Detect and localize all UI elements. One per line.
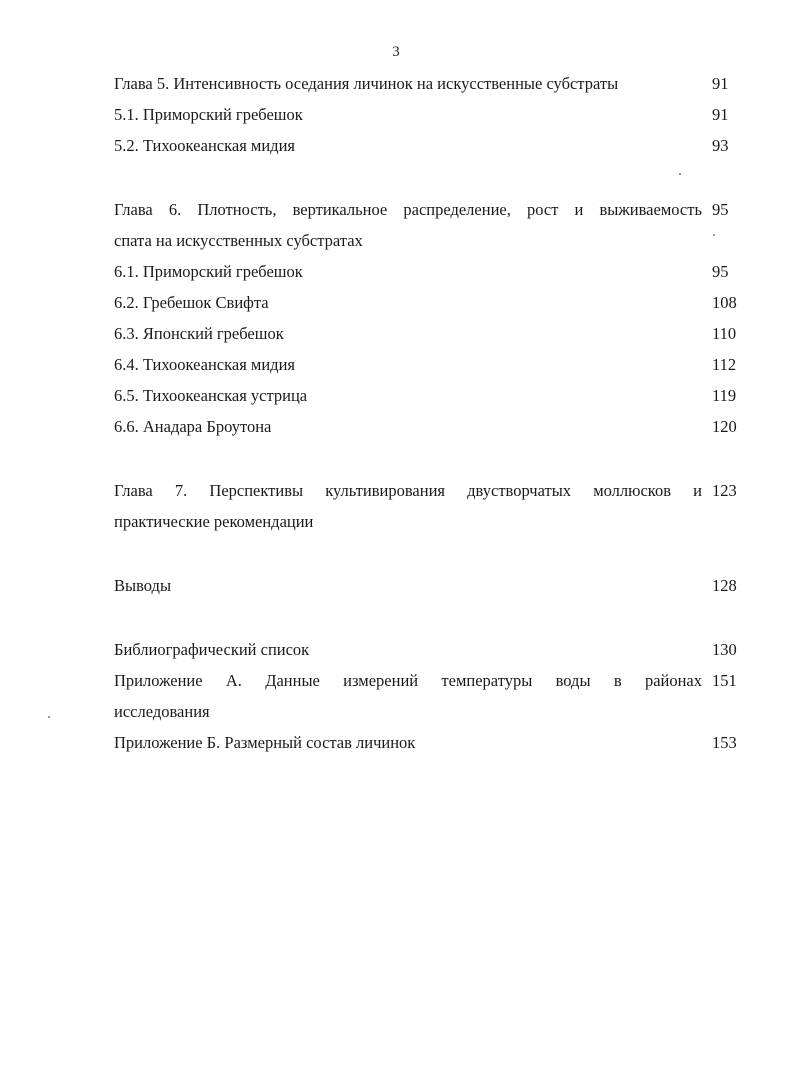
toc-entry-title: 6.2. Гребешок Свифта <box>114 293 269 312</box>
toc-entry-title <box>114 475 712 537</box>
toc-entry-page: 112 <box>712 355 737 374</box>
toc-entry-section-6-5 <box>114 380 740 411</box>
toc-entry-title: Приложение Б. Размерный состав личинок <box>114 733 416 752</box>
toc-entry-title: 6.1. Приморский гребешок <box>114 262 303 281</box>
toc-entry-page: 120 <box>712 417 737 436</box>
toc-entry-title: Глава 5. Интенсивность оседания личинок на искусственные субстраты <box>114 74 619 93</box>
toc-entry-page: 91 <box>712 105 729 124</box>
toc-entry-chapter-7 <box>114 475 740 537</box>
spacer <box>114 537 740 570</box>
toc-entry-page: 108 <box>712 293 737 312</box>
toc-entry-title: Библиографический список <box>114 640 310 659</box>
toc-entry-conclusions <box>114 570 740 601</box>
toc-entry-page: 91 <box>712 74 729 93</box>
toc-entry-section-6-3 <box>114 318 740 349</box>
toc-entry-title: 6.6. Анадара Броутона <box>114 417 272 436</box>
toc-entry-title-line: практические рекомендации <box>114 512 314 531</box>
toc-entry-title <box>114 194 712 256</box>
toc-entry-title-line: Глава 7. Перспективы культивирования двустворчатых моллюсков и <box>114 481 702 500</box>
toc-entry-chapter-6 <box>114 194 740 256</box>
toc-entry-page: 119 <box>712 386 737 405</box>
toc-entry-section-6-1 <box>114 256 740 287</box>
toc-entry-title-line: Приложение А. Данные измерений температуры воды в районах <box>114 671 702 690</box>
table-of-contents <box>114 68 740 758</box>
toc-entry-page: 95 <box>712 262 729 281</box>
toc-entry-page: 151 <box>712 671 737 690</box>
scan-speck <box>48 716 50 718</box>
spacer <box>114 601 740 634</box>
toc-entry-title: 6.5. Тихоокеанская устрица <box>114 386 308 405</box>
toc-entry-title-line: спата на искусственных субстратах <box>114 231 363 250</box>
toc-entry-bibliography <box>114 634 740 665</box>
toc-entry-page: 95 <box>712 200 729 219</box>
toc-entry-appendix-b <box>114 727 740 758</box>
page-number: 3 <box>392 44 400 60</box>
toc-entry-title: 6.3. Японский гребешок <box>114 324 284 343</box>
spacer <box>114 442 740 475</box>
toc-entry-page: 128 <box>712 576 737 595</box>
toc-entry-title-line: исследования <box>114 702 210 721</box>
toc-entry-chapter-5 <box>114 68 740 99</box>
toc-entry-title: 5.2. Тихоокеанская мидия <box>114 136 295 155</box>
toc-entry-page: 123 <box>712 481 737 500</box>
toc-entry-title: Выводы <box>114 576 172 595</box>
toc-entry-section-6-4 <box>114 349 740 380</box>
toc-entry-appendix-a <box>114 665 740 727</box>
scan-speck <box>713 234 715 236</box>
scan-speck <box>679 173 681 175</box>
toc-entry-page: 110 <box>712 324 737 343</box>
toc-entry-title-line: Глава 6. Плотность, вертикальное распределение, рост и выживаемость <box>114 200 702 219</box>
toc-entry-page: 153 <box>712 733 737 752</box>
toc-entry-page: 130 <box>712 640 737 659</box>
toc-entry-title: 5.1. Приморский гребешок <box>114 105 303 124</box>
toc-entry-section-5-1 <box>114 99 740 130</box>
toc-entry-section-5-2 <box>114 130 740 161</box>
spacer <box>114 161 740 194</box>
toc-entry-page: 93 <box>712 136 729 155</box>
toc-entry-title: 6.4. Тихоокеанская мидия <box>114 355 295 374</box>
toc-entry-section-6-2 <box>114 287 740 318</box>
toc-entry-title <box>114 665 712 727</box>
toc-entry-section-6-6 <box>114 411 740 442</box>
